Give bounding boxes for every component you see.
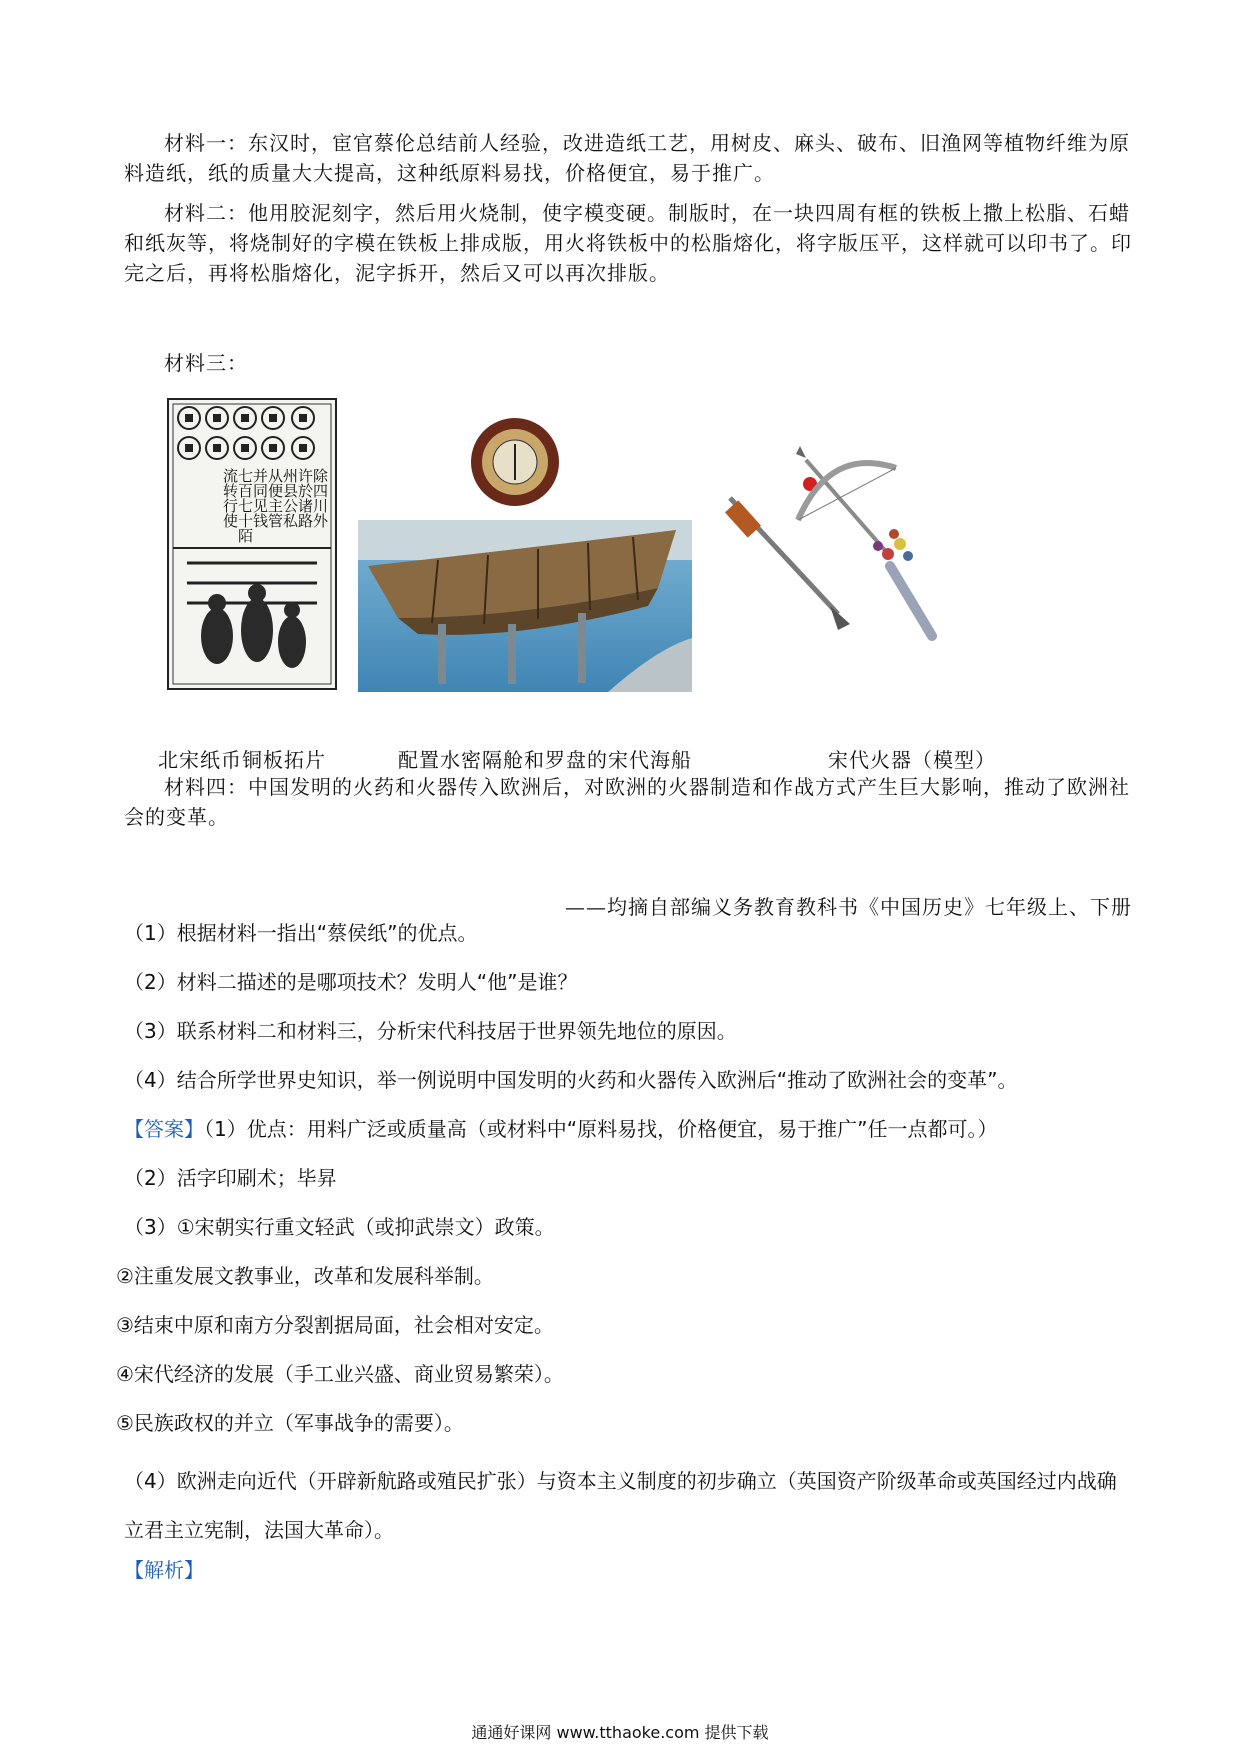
answer-3-item-2: ②注重发展文教事业，改革和发展科举制。 bbox=[116, 1264, 494, 1288]
answer-3-item-5: ⑤民族政权的并立（军事战争的需要）。 bbox=[116, 1411, 464, 1435]
song-ship-image bbox=[358, 418, 692, 692]
material-two: 材料二：他用胶泥刻字，然后用火烧制，使字模变硬。制版时，在一块四周有框的铁板上撒上松脂、石蜡和纸灰等，将烧制好的字模在铁板上排成版，用火将铁板中的松脂熔化，将字版压平，这样就可以印书了。印完之后，再将松脂熔化，泥字拆开，然后又可以再次排版。 bbox=[124, 201, 1132, 285]
answer-tag: 【答案】 bbox=[124, 1117, 204, 1141]
bow-arrow-firearm-icon bbox=[720, 446, 960, 656]
material-one: 材料一：东汉时，宦官蔡伦总结前人经验，改进造纸工艺，用树皮、麻头、破布、旧渔网等植物纤维为原料造纸，纸的质量大大提高，这种纸原料易找，价格便宜，易于推广。 bbox=[124, 131, 1130, 185]
banknote-rubbing-image bbox=[167, 398, 337, 690]
banknote-text-col-5: 并同见钱 bbox=[251, 468, 269, 528]
banknote-text-col-2: 许於诸路 bbox=[296, 468, 314, 528]
answer-4: （4）欧洲走向近代（开辟新航路或殖民扩张）与资本主义制度的初步确立（英国资产阶级革命或英国经过内战确立君主立宪制，法国大革命）。 bbox=[124, 1469, 1117, 1542]
question-4: （4）结合所学世界史知识，举一例说明中国发明的火药和火器传入欧洲后“推动了欧洲社会的变革”。 bbox=[124, 1068, 1018, 1092]
banknote-text-col-3: 州县公私 bbox=[281, 468, 299, 528]
ship-with-compass-icon bbox=[358, 418, 692, 692]
banknote-text-col-6: 七百七十陌 bbox=[236, 468, 254, 543]
page-footer[interactable]: 通通好课网 www.tthaoke.com 提供下载 bbox=[471, 1723, 769, 1742]
answer-2: （2）活字印刷术；毕昇 bbox=[124, 1166, 337, 1190]
material-four: 材料四：中国发明的火药和火器传入欧洲后，对欧洲的火器制造和作战方式产生巨大影响，推动了欧洲社会的变革。 bbox=[124, 775, 1130, 829]
answer-1-line bbox=[124, 1114, 1136, 1144]
caption-weapons: 宋代火器（模型） bbox=[828, 748, 996, 772]
answer-3-item-3: ③结束中原和南方分裂割据局面，社会相对安定。 bbox=[116, 1313, 554, 1337]
analysis-tag: 【解析】 bbox=[124, 1558, 204, 1582]
question-2: （2）材料二描述的是哪项技术？发明人“他”是谁？ bbox=[124, 970, 578, 994]
banknote-text-col-1: 除四川外 bbox=[311, 468, 329, 528]
answer-3: （3）①宋朝实行重文轻武（或抑武崇文）政策。 bbox=[124, 1215, 555, 1239]
banknote-text-col-4: 从便主管 bbox=[266, 468, 284, 528]
answer-1: （1）优点：用料广泛或质量高（或材料中“原料易找，价格便宜，易于推广”任一点都可。） bbox=[204, 1117, 998, 1141]
material-three-label: 材料三： bbox=[164, 351, 248, 375]
material-source: ——均摘自部编义务教育教科书《中国历史》七年级上、下册 bbox=[565, 895, 1132, 919]
song-weapons-image bbox=[720, 446, 960, 656]
question-1: （1）根据材料一指出“蔡侯纸”的优点。 bbox=[124, 921, 478, 945]
banknote-text-col-7: 流转行使 bbox=[221, 468, 239, 528]
caption-banknote: 北宋纸币铜板拓片 bbox=[158, 748, 326, 772]
answer-3-item-4: ④宋代经济的发展（手工业兴盛、商业贸易繁荣）。 bbox=[116, 1362, 564, 1386]
question-3: （3）联系材料二和材料三，分析宋代科技居于世界领先地位的原因。 bbox=[124, 1019, 737, 1043]
banknote-rubbing-icon bbox=[167, 398, 337, 690]
caption-ship: 配置水密隔舱和罗盘的宋代海船 bbox=[398, 748, 692, 772]
